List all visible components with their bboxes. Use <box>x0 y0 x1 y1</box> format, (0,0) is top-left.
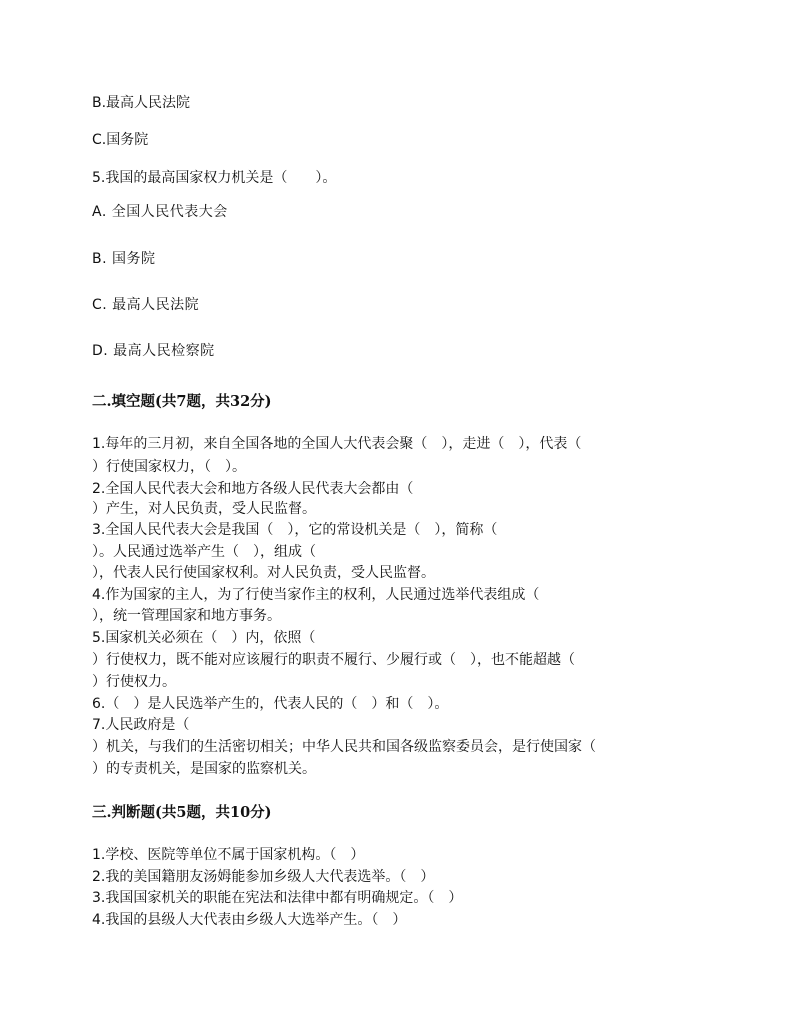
q5-option-a: A. 全国人民代表大会 <box>92 204 228 220</box>
q5-option-b: B. 国务院 <box>92 251 156 267</box>
fill-blank-line: 6.（ ）是人民选举产生的，代表人民的（ ）和（ ）。 <box>92 696 449 712</box>
q4-option-b: B.最高人民法院 <box>92 95 191 111</box>
fill-blank-line: ）行使权力。 <box>92 674 176 690</box>
true-false-item: 1.学校、医院等单位不属于国家机构。（ ） <box>92 847 365 863</box>
fill-blank-line: ）的专责机关，是国家的监察机关。 <box>92 761 316 777</box>
fill-blank-line: ）产生，对人民负责，受人民监督。 <box>92 501 316 517</box>
q5-stem: 5.我国的最高国家权力机关是（ ）。 <box>92 170 337 186</box>
true-false-item: 4.我国的县级人大代表由乡级人大选举产生。（ ） <box>92 912 407 928</box>
true-false-item: 2.我的美国籍朋友汤姆能参加乡级人大代表选举。（ ） <box>92 869 435 885</box>
fill-blank-line: 5.国家机关必须在（ ）内，依照（ <box>92 630 316 646</box>
fill-blank-line: ）机关，与我们的生活密切相关；中华人民共和国各级监察委员会，是行使国家（ <box>92 739 596 755</box>
fill-blank-line: ）行使权力，既不能对应该履行的职责不履行、少履行或（ ），也不能超越（ <box>92 652 575 668</box>
fill-blank-line: ），统一管理国家和地方事务。 <box>92 608 281 624</box>
fill-blank-line: ）。人民通过选举产生（ ），组成（ <box>92 544 316 560</box>
true-false-item: 3.我国国家机关的职能在宪法和法律中都有明确规定。（ ） <box>92 890 463 906</box>
fill-blank-line: ）行使国家权力，（ ）。 <box>92 459 246 475</box>
fill-blank-line: 3.全国人民代表大会是我国（ ），它的常设机关是（ ），简称（ <box>92 522 498 538</box>
fill-blank-line: ），代表人民行使国家权利。对人民负责，受人民监督。 <box>92 565 435 581</box>
section-heading-true-false: 三.判断题(共5题，共10分) <box>92 804 272 821</box>
fill-blank-line: 1.每年的三月初，来自全国各地的全国人大代表会聚（ ），走进（ ），代表（ <box>92 436 582 452</box>
fill-blank-line: 2.全国人民代表大会和地方各级人民代表大会都由（ <box>92 481 414 497</box>
q5-option-c: C. 最高人民法院 <box>92 297 200 313</box>
q4-option-c: C.国务院 <box>92 132 149 148</box>
fill-blank-line: 7.人民政府是（ <box>92 717 190 733</box>
section-heading-fill-blank: 二.填空题(共7题，共32分) <box>92 393 272 410</box>
q5-option-d: D. 最高人民检察院 <box>92 343 215 359</box>
fill-blank-line: 4.作为国家的主人，为了行使当家作主的权利，人民通过选举代表组成（ <box>92 587 540 603</box>
